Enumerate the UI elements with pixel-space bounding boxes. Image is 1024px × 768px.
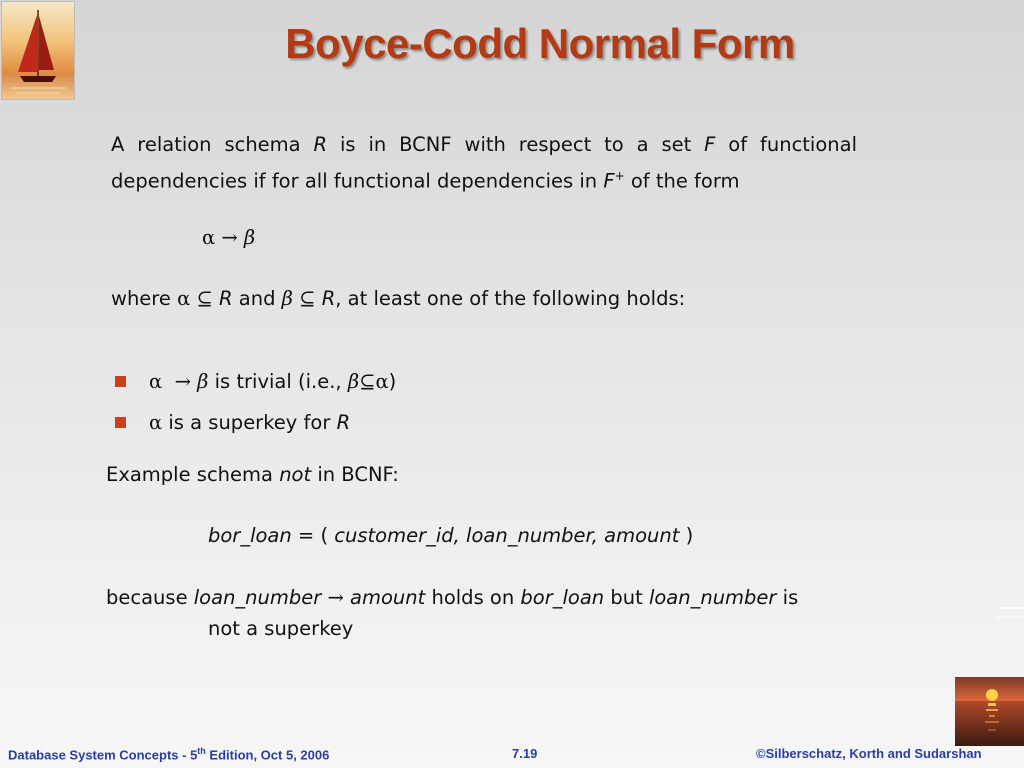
arrow-symbol: → (321, 586, 351, 609)
alpha-symbol: α (149, 370, 163, 393)
decorative-streak (996, 616, 1024, 618)
example-line (106, 460, 399, 490)
text-segment: , at least one of the following holds: (335, 287, 686, 310)
beta-symbol: β (281, 287, 293, 310)
subset-symbol: ⊆ (299, 287, 316, 310)
relation-R: R (219, 287, 233, 310)
text-segment: ) (679, 524, 694, 547)
schema-name: bor_loan (208, 524, 292, 547)
where-line (111, 284, 685, 314)
text-segment: holds on (425, 586, 521, 609)
subset-symbol: ⊆ (196, 287, 213, 310)
relation-R: R (336, 411, 351, 434)
text-segment: = ( (291, 524, 335, 547)
emphasis-not: not (279, 463, 312, 486)
decorative-streak (1000, 607, 1024, 609)
text-segment: Edition, Oct 5, 2006 (205, 747, 330, 763)
text-segment: is a superkey for (162, 411, 337, 434)
text-segment: A relation schema (111, 133, 314, 156)
because-line-1 (106, 583, 798, 613)
arrow-symbol: → (174, 370, 191, 393)
attribute-loan-number: loan_number (193, 586, 322, 609)
relation-R: R (321, 287, 336, 310)
relation-R: R (313, 133, 328, 156)
bullet-item-superkey (149, 408, 350, 438)
sunset-image (955, 677, 1024, 746)
subset-symbol: ⊆ (359, 370, 376, 393)
bullet-square-icon (115, 417, 126, 428)
text-segment: of functional (715, 133, 858, 156)
alpha-symbol: α (149, 411, 163, 434)
ordinal-superscript: th (197, 746, 206, 756)
text-segment: dependencies if for all functional dependencies in (111, 169, 604, 193)
alpha-symbol: α (177, 287, 191, 310)
definition-line-2 (111, 161, 740, 197)
text-segment: is trivial (i.e., (208, 370, 348, 393)
footer-slide-number: 7.19 (512, 746, 538, 761)
text-segment: Example schema (106, 463, 280, 486)
text-segment: because (106, 586, 194, 609)
text-segment: is in BCNF with respect to a set (327, 133, 705, 156)
text-segment: in BCNF: (311, 463, 399, 486)
set-F: F (704, 133, 716, 156)
attribute-loan-number: loan_number (648, 586, 777, 609)
schema-line (208, 521, 693, 551)
beta-symbol: β (347, 370, 360, 393)
bullet-item-trivial (149, 367, 396, 397)
closure-superscript: + (614, 169, 625, 183)
beta-symbol: β (243, 226, 256, 249)
text-segment: is (776, 586, 799, 609)
schema-name: bor_loan (520, 586, 605, 609)
text-segment: ) (388, 370, 397, 393)
fd-formula (202, 223, 255, 253)
definition-line-1 (111, 130, 857, 160)
beta-symbol: β (197, 370, 209, 393)
attribute-amount: amount (350, 586, 426, 609)
bullet-square-icon (115, 376, 126, 387)
text-segment: of the form (624, 169, 740, 193)
text-segment: but (604, 586, 649, 609)
alpha-symbol: α (375, 370, 389, 393)
text-segment: and (232, 287, 282, 310)
because-line-2: not a superkey (208, 617, 354, 640)
set-F-closure: F (603, 169, 615, 193)
text-segment: Database System Concepts - 5 (8, 747, 198, 763)
alpha-symbol: α (202, 226, 216, 249)
schema-attributes: customer_id, loan_number, amount (334, 524, 680, 547)
arrow-symbol: → (221, 226, 238, 249)
footer-copyright: ©Silberschatz, Korth and Sudarshan (756, 746, 982, 761)
page-title: Boyce-Codd Normal Form (285, 20, 795, 67)
footer-book-info (8, 746, 329, 762)
text-segment: where (111, 287, 178, 310)
